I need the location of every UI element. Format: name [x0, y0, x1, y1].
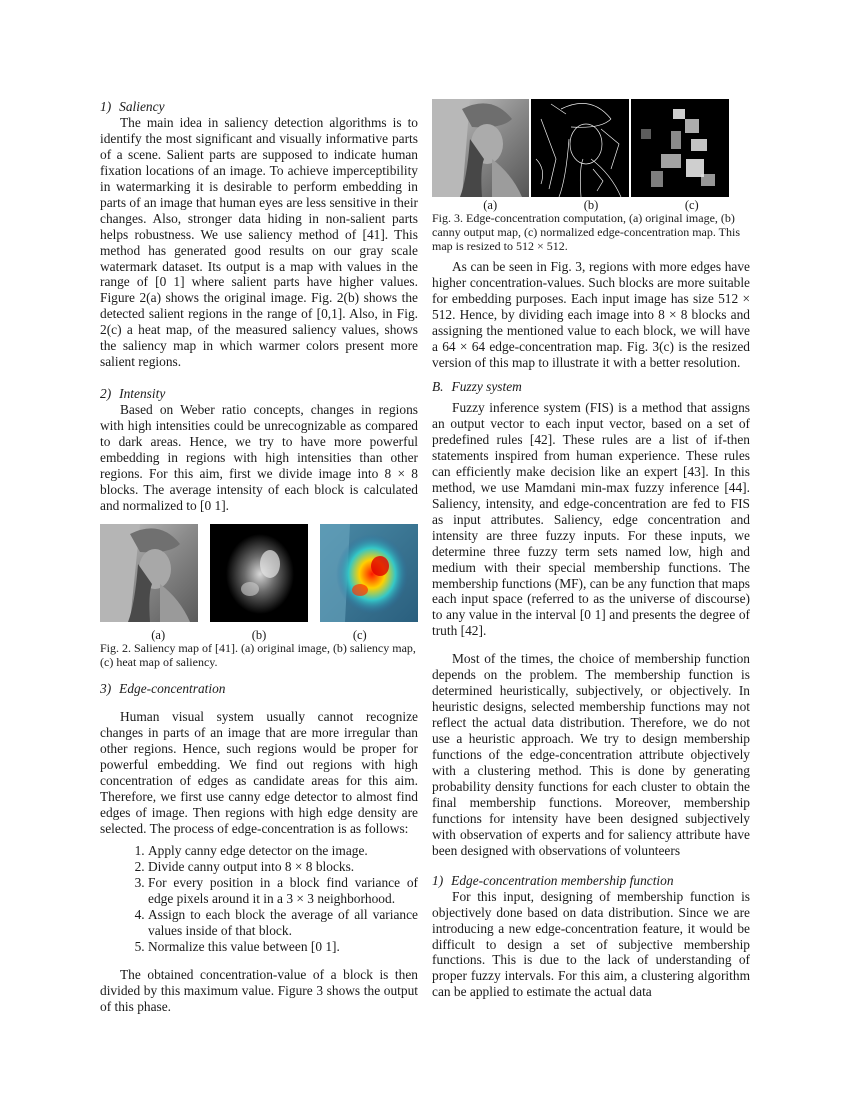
figure-3a-label: (a)	[483, 198, 498, 212]
section-heading-fuzzy-system: B. Fuzzy system	[432, 379, 522, 395]
figure-2c-heat-map	[320, 524, 418, 622]
edge-concentration-steps	[100, 843, 418, 955]
list-item: 2. Divide canny output into 8 × 8 blocks.	[148, 859, 418, 875]
paragraph-concentration-value: The obtained concentration-value of a block is then divided by this maximum value. Figure 3 shows the output of this phase.	[100, 966, 418, 1014]
section-heading-edge-concentration-mf: 1) Edge-concentration membership function	[432, 872, 674, 888]
figure-3b-canny-output	[531, 99, 629, 197]
figure-3b-label: (b)	[583, 198, 599, 212]
section-heading-saliency: 1) Saliency	[100, 99, 165, 114]
figure-2a-original-image	[100, 524, 198, 622]
paragraph-fig3-discussion: As can be seen in Fig. 3, regions with more edges have higher concentration-values. Such blocks are more suitable for embedding purposes. Each input image has size 512 × 512. Hence, by dividing each image into 8 × 8 blocks and assigning the mentioned value to each block, we will have a 64 × 64 edge-concentration map. Fig. 3(c) is the resized version of this map to illustrate it with a better resolution.	[432, 259, 750, 371]
figure-2a-label: (a)	[151, 627, 166, 642]
list-item: 5. Normalize this value between [0 1].	[148, 939, 418, 955]
paragraph-membership-choice: Most of the times, the choice of membership function depends on the problem. The membership function is determined heuristically, subjectively, or objectively. In heuristic designs, selected membership functions may not reflect the actual data distribution. Therefore, we do not use a heuristic approach. We try to design membership functions of the edge-concentration attribute objectively with a clustering method. This is done by generating probability density functions for each cluster to obtain the final membership functions. Moreover, membership functions for intensity have been designed subjectively with observation of experts and for saliency attribute have been designed with observations of volunteers	[432, 651, 750, 858]
figure-2	[100, 524, 418, 670]
paragraph-fis: Fuzzy inference system (FIS) is a method that assigns an output vector to each input vector, based on a set of predefined rules [42]. These rules are a list of if-then statements inspired from human experience. These rules can efficiently make decision like an expert [43]. In this method, we use Mamdani min-max fuzzy inference [44]. Saliency, intensity, and edge-concentration are fed to FIS as input attributes. Saliency, edge concentration and intensity are three fuzzy inputs. For these inputs, we determine three fuzzy term sets named low, high and medium with their special membership functions. The membership functions (MF), can be any function that maps each input space (referred to as the universe of discourse) to any value in the interval [0 1] and presents the degree of truth [42].	[432, 400, 750, 639]
figure-3a-original-image	[432, 99, 529, 197]
paragraph-intensity: Based on Weber ratio concepts, changes in regions with high intensities could be unrecognizable as compared to dark areas. Hence, we try to have more powerful embedding in regions with high intensities than other regions. For this aim, first we divide image into 8 × 8 blocks. The average intensity of each block is calculated and normalized to [0 1].	[100, 402, 418, 513]
figure-2-caption: Fig. 2. Saliency map of [41]. (a) original image, (b) saliency map, (c) heat map of saliency.	[100, 640, 416, 669]
section-heading-intensity: 2) Intensity	[100, 386, 166, 402]
section-heading-edge-concentration: 3) Edge-concentration	[100, 681, 226, 697]
figure-2b-label: (b)	[251, 627, 267, 642]
left-column	[100, 99, 418, 1015]
right-column	[432, 99, 750, 1000]
figure-2b-saliency-map	[210, 524, 308, 622]
figure-3	[432, 99, 750, 253]
figure-3c-label: (c)	[684, 198, 699, 212]
paragraph-saliency: The main idea in saliency detection algorithms is to identify the most significant and visually informative parts of a scene. Salient parts are supposed to indicate human fixation locations of an image. To achieve imperceptibility in watermarking it is desirable to perform embedding in parts of an image that human eyes are less sensitive in their changes. Also, stronger data hiding in non-salient parts helps robustness. We use saliency method of [41]. This method has generated good results on our gray scale watermark dataset. Its output is a map with values in the range of [0 1] where salient parts have higher values. Figure 2(a) shows the original image. Fig. 2(b) shows the detected salient regions in the range of [0,1]. Also, in Fig. 2(c) a heat map, of the measured saliency values, shows the saliency map in which warmer colors present more salient regions.	[100, 114, 418, 370]
paragraph-edge-concentration: Human visual system usually cannot recognize changes in parts of an image that are more irregular than other regions. Hence, such regions would be proper for powerful embedding. We find out regions with high concentration of edges as candidate areas for this aim. Therefore, we first use canny edge detector to almost find edges of image. Then regions with high edge density are selected. The process of edge-concentration is as follows:	[100, 709, 418, 837]
figure-3-caption: Fig. 3. Edge-concentration computation, (a) original image, (b) canny output map, (c) normalized edge-concentration map. This map is resized to 512 × 512.	[432, 211, 741, 253]
list-item: 1. Apply canny edge detector on the image.	[148, 843, 418, 859]
list-item: 3. For every position in a block find variance of edge pixels around it in a 3 × 3 neighborhood.	[148, 875, 418, 907]
list-item: 4. Assign to each block the average of all variance values inside of that block.	[148, 907, 418, 939]
figure-3c-edge-concentration-map	[631, 99, 729, 197]
figure-2c-label: (c)	[352, 627, 367, 642]
paragraph-edge-concentration-mf: For this input, designing of membership function is objectively done based on data distribution. Since we are introducing a new edge-concentration feature, it would be difficult to design a set of subjective membership functions. This is due to the lack of understanding of proper fuzzy intervals. For this aim, a clustering algorithm can be applied to estimate the actual data	[432, 888, 750, 1000]
